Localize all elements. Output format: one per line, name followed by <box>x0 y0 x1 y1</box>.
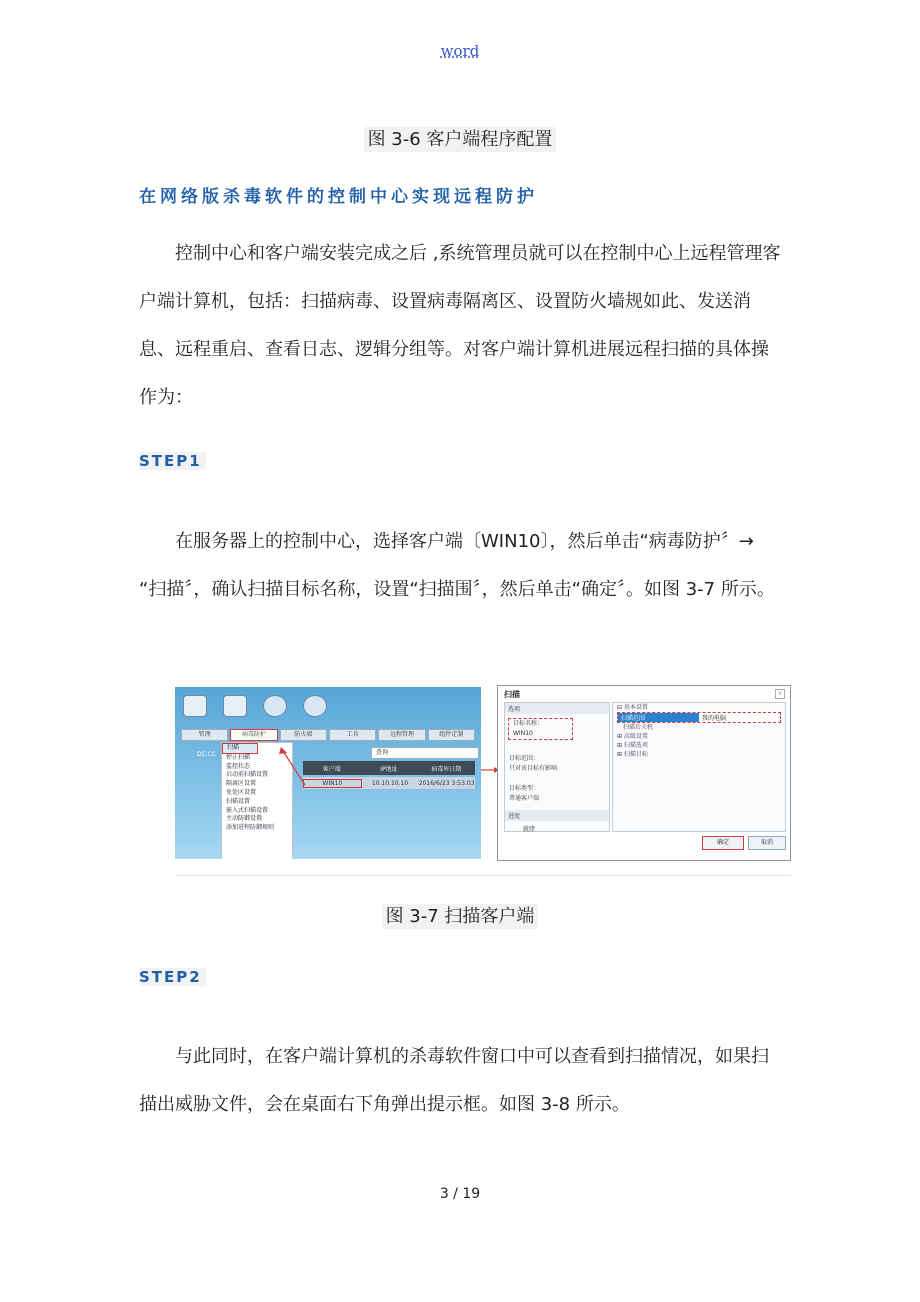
menu-item[interactable]: 主动防御设置 <box>226 815 263 823</box>
search-input[interactable]: 查询 <box>371 747 479 759</box>
control-center-screenshot <box>175 687 481 859</box>
shutdown-option[interactable]: 扫描后关机 <box>623 724 654 731</box>
scan-scope-key: 扫描范围 <box>618 713 699 722</box>
figure-3-7-caption-text: 图 3-7 扫描客户端 <box>382 904 539 929</box>
menu-item[interactable]: 停止扫描 <box>226 753 251 761</box>
page-number: 3 / 19 <box>439 1186 481 1202</box>
tab-firewall[interactable]: 防火墙 <box>280 729 327 741</box>
scope-value: 只对该目标有影响 <box>509 765 558 772</box>
step1-label: STEP1 <box>139 452 206 470</box>
column-header[interactable]: 病毒库日期 <box>431 765 462 773</box>
cell-date: 2016/6/23 3:53:03 <box>418 779 475 787</box>
dialog-title: 扫描 <box>504 690 520 699</box>
menu-item[interactable]: 添加进程防御规则 <box>226 824 275 832</box>
dialog-left-pane <box>504 702 610 832</box>
step2-label: STEP2 <box>139 968 206 986</box>
tree-node[interactable]: DC.CC <box>197 751 217 758</box>
cell-ip: 10.10.10.10 <box>371 779 409 787</box>
scan-scope-select[interactable]: 我的电脑 <box>699 713 780 722</box>
menu-item[interactable]: 启动前扫描设置 <box>226 771 269 779</box>
tab-manage[interactable]: 管理 <box>181 729 228 741</box>
step1-paragraph <box>139 518 785 614</box>
header-word-link[interactable]: word <box>440 42 480 60</box>
step1-paragraph-text: 在服务器上的控制中心，选择客户端〔WIN10〕，然后单击“病毒防护〞→ “扫描〞，确认扫描目标名称，设置“扫描围〞，然后单击“确定〞。如图 3-7 所示。 <box>139 531 775 600</box>
figure-3-6-caption <box>0 125 920 151</box>
tab-tools[interactable]: 工具 <box>329 729 376 741</box>
column-header[interactable]: 客户端 <box>322 765 341 773</box>
step2-paragraph-text: 与此同时，在客户端计算机的杀毒软件窗口中可以查看到扫描情况，如果扫描出威胁文件，会在桌面右下角弹出提示框。如图 3-8 所示。 <box>139 1046 769 1115</box>
scope-label: 目标范围： <box>509 755 540 762</box>
progress-value: 就绪 <box>523 826 536 833</box>
tab-component-custom[interactable]: 组件定制 <box>428 729 475 741</box>
intro-paragraph <box>139 230 785 422</box>
advanced-settings[interactable]: ⊞ 高级设置 <box>617 733 648 740</box>
menu-item[interactable]: 嵌入式扫描设置 <box>226 806 269 814</box>
close-icon[interactable]: x <box>775 689 785 699</box>
annotation-arrow <box>175 687 481 859</box>
section-title: 在网络版杀毒软件的控制中心实现远程防护 <box>139 187 538 207</box>
column-header[interactable]: IP地址 <box>380 765 398 773</box>
ok-button[interactable]: 确定 <box>702 836 744 850</box>
basic-settings[interactable]: ⊟ 基本设置 <box>617 704 648 711</box>
progress-head: 进度 <box>505 810 609 821</box>
dialog-right-pane <box>612 702 786 832</box>
tab-virus-protection[interactable]: 病毒防护 <box>230 729 277 741</box>
target-label: 目标名称： <box>513 720 544 727</box>
cell-client: WIN10 <box>303 779 362 788</box>
scan-dialog <box>497 685 791 861</box>
type-value: 普通客户端 <box>509 795 540 802</box>
figure-3-7-caption <box>0 902 920 928</box>
tab-remote-manage[interactable]: 远程管理 <box>378 729 425 741</box>
options-head: 选项 <box>505 703 609 714</box>
scan-scope-row[interactable] <box>617 712 781 723</box>
target-value: WIN10 <box>513 730 533 737</box>
step2-paragraph <box>139 1033 785 1129</box>
scan-options[interactable]: ⊞ 扫描选项 <box>617 742 648 749</box>
target-box <box>508 718 573 740</box>
figure-3-7 <box>175 685 791 877</box>
menu-item[interactable]: 免处区设置 <box>226 788 257 796</box>
cancel-button[interactable]: 取消 <box>748 836 786 850</box>
menu-item[interactable]: 扫描设置 <box>226 797 251 805</box>
spacer <box>505 744 609 754</box>
menu-item[interactable]: 监控状态 <box>226 762 251 770</box>
type-label: 目标类型： <box>509 785 540 792</box>
menu-item-scan[interactable]: 扫描 <box>222 743 258 754</box>
intro-paragraph-text: 控制中心和客户端安装完成之后 ,系统管理员就可以在控制中心上远程管理客户端计算机，包括：扫描病毒、设置病毒隔离区、设置防火墙规如此、发送消息、远程重启、查看日志、逻辑分组等。对客户端计算机进展远程扫描的具体操作为： <box>139 243 781 408</box>
scan-targets[interactable]: ⊞ 扫描目标 <box>617 751 648 758</box>
menu-item[interactable]: 隔离区设置 <box>226 780 257 788</box>
figure-3-6-caption-text: 图 3-6 客户端程序配置 <box>364 127 557 152</box>
figure-divider <box>175 875 791 876</box>
spacer <box>505 774 609 784</box>
